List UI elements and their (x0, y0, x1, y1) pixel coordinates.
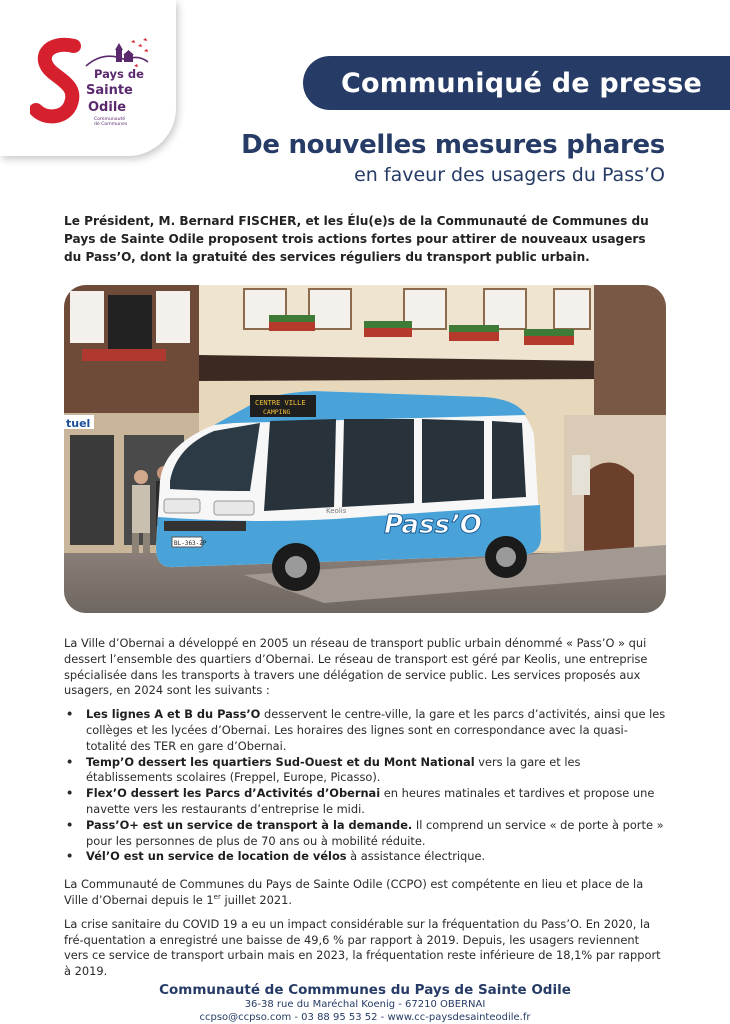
pays-sainte-odile-logo (30, 36, 154, 128)
svg-text:Keolis: Keolis (326, 507, 347, 515)
article-body (64, 636, 666, 988)
banner-label: Communiqué de presse (340, 67, 703, 99)
footer-organization: Communauté de Commmunes du Pays de Sainte Odile (159, 982, 571, 998)
headline: De nouvelles mesures phares (241, 130, 665, 160)
logo-tower (116, 50, 122, 62)
list-item: • Vél’O est un service de location de vélos à assistance électrique. (64, 849, 666, 865)
paragraph-covid: La crise sanitaire du COVID 19 a eu un impact considérable sur la fréquentation du Pass’O. En 2020, la fré-quentation a enregistré une baisse de 49,6 % par rapport à 2019. Depuis, les usagers reviennent vers ce service de transport urbain mais en 2023, la fréquentation reste inférieure de 18,1% par rapport à 2019. (64, 916, 661, 979)
logo-text-3: Odile (88, 100, 127, 115)
bus-photo-illustration (64, 285, 666, 613)
left-sign: tuel (66, 417, 91, 430)
logo-text-2: Sainte (86, 83, 133, 98)
intro-paragraph: Le Président, M. Bernard FISCHER, et les Élu(e)s de la Communauté de Communes du Pays de Sainte Odile proposent trois actions fortes pour attirer de nouveaux usagers du Pass’O, dont la gratuité des services réguliers du transport public urbain. (64, 214, 649, 264)
bus-photo (64, 285, 666, 613)
pedestrian (132, 485, 150, 533)
footer-address: 36-38 rue du Maréchal Koenig - 67210 OBERNAI (244, 999, 486, 1010)
footer (0, 982, 730, 1024)
footer-contact: ccpso@ccpso.com - 03 88 95 53 52 - www.cc-paysdesainteodile.fr (199, 1012, 531, 1023)
logo-text-4: Communauté (94, 117, 126, 122)
subheadline: en faveur des usagers du Pass’O (354, 164, 665, 186)
logo-card (0, 0, 176, 156)
logo-text-1: Pays de (94, 67, 144, 81)
bus-brand: Pass’O (384, 510, 482, 540)
paragraph-network: La Ville d’Obernai a développé en 2005 un réseau de transport public urbain dénommé « Pass’O » qui dessert l’ensemble des quartiers d’Obernai. Le réseau de transport est géré par Keolis, une entreprise spécialisée dans les transports à travers une délégation de service public. Les services proposés aux usagers, en 2024 sont les suivants : (64, 636, 648, 698)
list-item: • Flex’O dessert les Parcs d’Activités d’Obernai en heures matinales et tardives et propose une navette vers les restaurants d’entreprise le midi. (64, 786, 666, 818)
press-release-banner (303, 56, 730, 110)
svg-text:BL-363-ZP: BL-363-ZP (174, 540, 207, 547)
svg-text:CAMPING: CAMPING (263, 408, 291, 416)
services-list (64, 707, 666, 865)
list-item: • Pass’O+ est un service de transport à la demande. Il comprend un service « de porte à porte » pour les personnes de plus de 70 ans ou à mobilité réduite. (64, 818, 666, 850)
list-item: • Les lignes A et B du Pass’O desservent le centre-ville, la gare et les parcs d’activités, ainsi que les collèges et les lycées d’Obernai. Les horaires des lignes sont en correspondance avec la quasi-totalité des TER en gare d’Obernai. (64, 707, 666, 754)
logo-s-shape (36, 45, 74, 117)
svg-text:CENTRE VILLE: CENTRE VILLE (255, 399, 306, 407)
paragraph-ccpo: La Communauté de Communes du Pays de Sainte Odile (CCPO) est compétente en lieu et place de la Ville d’Obernai depuis le 1er juillet 2021. (64, 877, 644, 907)
logo-text-5: de Communes (94, 122, 128, 127)
logo-birds (131, 38, 148, 67)
list-item: • Temp’O dessert les quartiers Sud-Ouest et du Mont National vers la gare et les établissements scolaires (Freppel, Europe, Picasso). (64, 755, 666, 787)
